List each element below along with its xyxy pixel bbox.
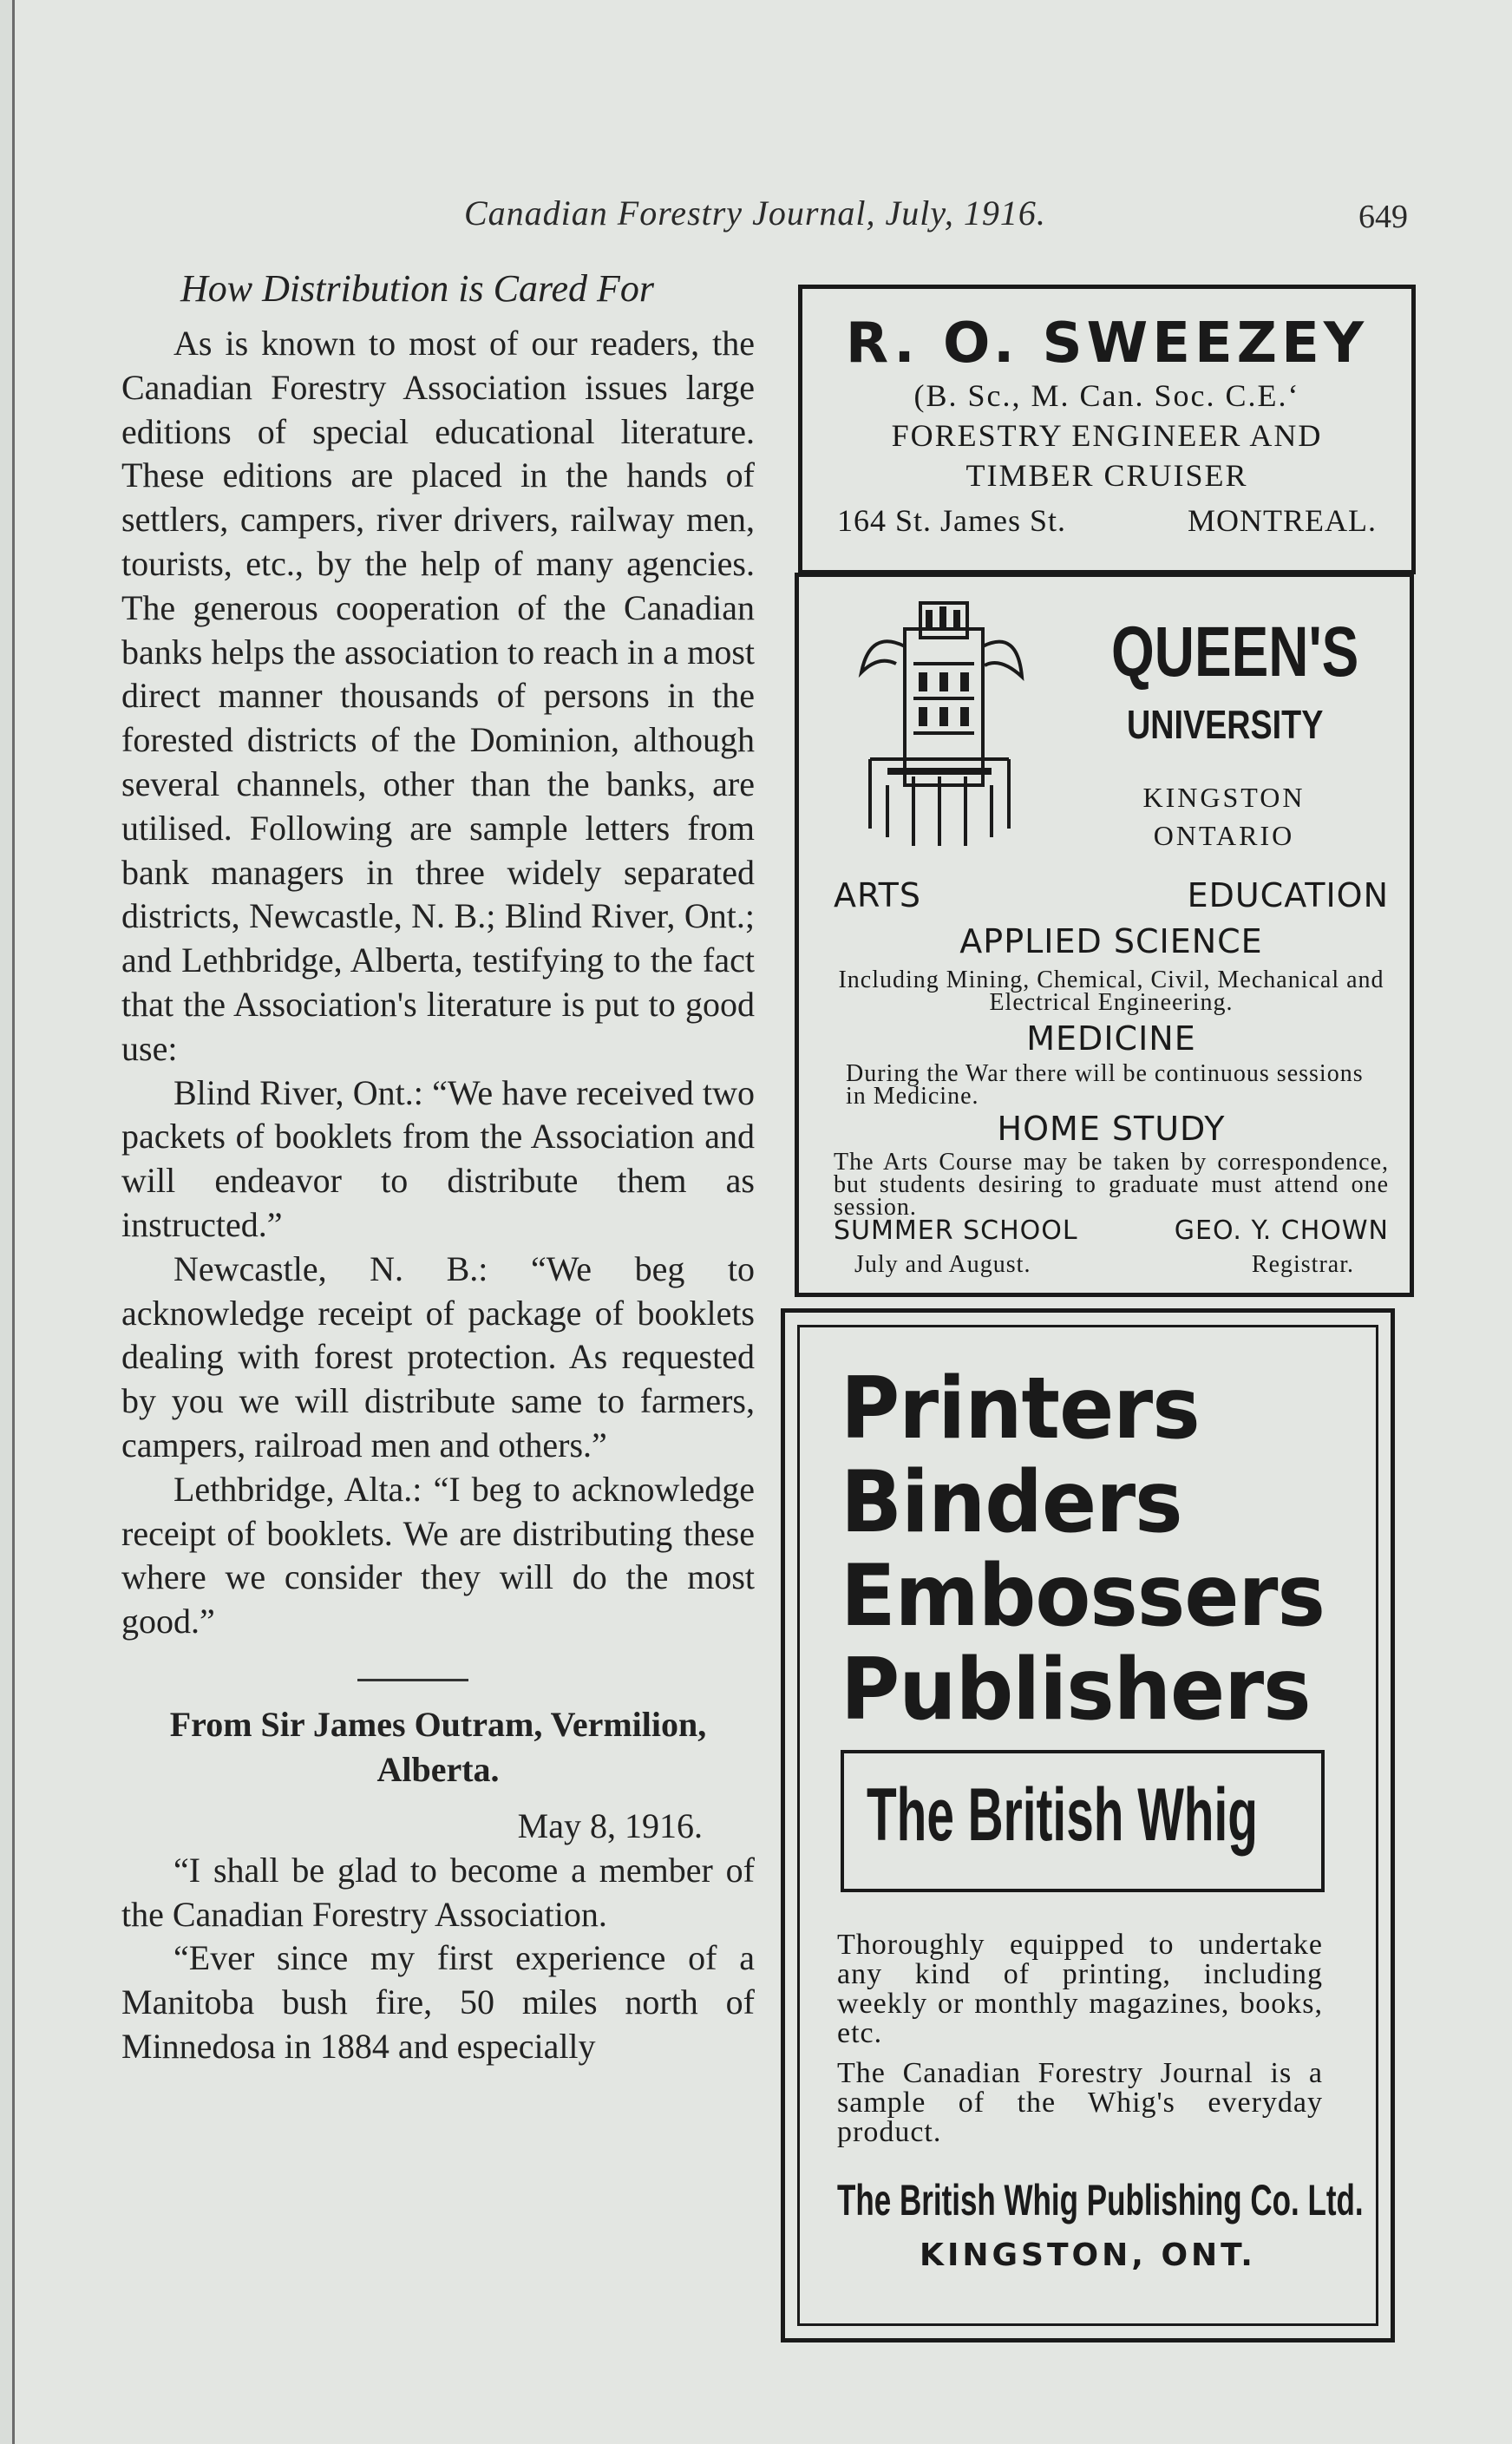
headline-embossers: Embossers [841,1547,1325,1646]
faculties-row [834,876,1389,914]
sweezey-advertisement [798,285,1416,574]
university-building-illustration [853,594,1026,855]
sweezey-street: 164 St. James St. [837,503,1067,538]
summer-school: SUMMER SCHOOL [834,1215,1078,1246]
faculty-medicine: MEDICINE [1026,1019,1196,1058]
medicine-note: During the War there will be continuous sessions in Medicine. [846,1060,1364,1110]
faculty-arts: ARTS [834,876,921,914]
headline-binders: Binders [841,1453,1182,1552]
brand-name: The British Whig [867,1773,1258,1857]
sweezey-title-line-1: FORESTRY ENGINEER AND [891,418,1323,453]
headline-printers: Printers [841,1360,1200,1458]
queens-city: KINGSTON [1142,782,1306,813]
faculty-education: EDUCATION [1187,876,1389,914]
sweezey-title-line-2: TIMBER CRUISER [965,458,1248,493]
registrar-name: GEO. Y. CHOWN [1174,1215,1389,1246]
summer-school-details [834,1251,1389,1278]
binding-edge [12,0,15,2444]
queens-title: QUEEN'S [1111,613,1359,691]
queens-subtitle: UNIVERSITY [1127,702,1324,747]
letter-heading: From Sir James Outram, Vermilion, Alberta. [169,1704,707,1789]
page-header [0,193,1512,245]
article-paragraph: Lethbridge, Alta.: “I beg to acknowledge receipt of booklets. We are distributing these where we consider they will do the most good.” [121,1469,755,1641]
letter-paragraph: “Ever since my first experience of a Manitoba bush fire, 50 miles north of Minnedosa in 1884 and especially [121,1938,755,2066]
sweezey-city: MONTREAL. [1188,503,1377,538]
company-city: KINGSTON, ONT. [920,2238,1256,2273]
article-paragraph: As is known to most of our readers, the Canadian Forestry Association issues large editions of special educational literature. These editions are placed in the hands of settlers, campers, river drivers, railway men, tourists, etc., by the help of many agencies. The generous cooperation of the Canadian banks helps the association to reach in a most direct manner thousands of persons in the forested districts of the Dominion, although several channels, other than the banks, are utilised. Following are sample letters from bank managers in three widely separated districts, Newcastle, N. B.; Blind River, Ont.; and Lethbridge, Alberta, testifying to the fact that the Association's literature is put to good use: [121,324,755,1068]
article-paragraph: Newcastle, N. B.: “We beg to acknowledge receipt of package of booklets dealing with forest protection. As requested by you we will distribute same to farmers, campers, railroad men and others.” [121,1248,755,1464]
british-whig-advertisement [781,1308,1395,2342]
home-study: HOME STUDY [997,1110,1226,1148]
brand-box [841,1750,1325,1892]
sweezey-credentials: (B. Sc., M. Can. Soc. C.E.‘ [913,378,1300,413]
queens-university-advertisement [795,573,1414,1297]
headline-publishers: Publishers [841,1641,1311,1740]
sweezey-address-row [802,502,1411,539]
section-divider [357,1679,468,1681]
summer-school-row [834,1215,1389,1246]
summer-dates: July and August. [854,1251,1031,1278]
faculty-applied-science: APPLIED SCIENCE [959,922,1263,960]
company-name: The British Whig Publishing Co. Ltd. [837,2176,1364,2224]
letter-paragraph: “I shall be glad to become a member of the Canadian Forestry Association. [121,1850,755,1934]
ad-sample-note: The Canadian Forestry Journal is a sample of the Whig's everyday product. [837,2057,1323,2148]
queens-province: ONTARIO [1153,820,1295,851]
ad-description: Thoroughly equipped to undertake any kind of printing, including weekly or monthly magazines, books, etc. [837,1929,1323,2049]
home-study-note: The Arts Course may be taken by correspondence, but students desiring to graduate must attend one session. [834,1149,1389,1221]
sweezey-name: R. O. SWEEZEY [845,311,1369,376]
letter-date: May 8, 1916. [517,1805,703,1845]
queens-location [1059,778,1389,855]
article-paragraph: Blind River, Ont.: “We have received two packets of booklets from the Association and will endeavor to distribute them as instructed.” [121,1072,755,1244]
article-column [121,265,755,2069]
applied-science-note: Including Mining, Chemical, Civil, Mechanical and Electrical Engineering. [838,966,1384,1016]
running-title: Canadian Forestry Journal, July, 1916. [464,193,1046,233]
registrar-title: Registrar. [1251,1251,1354,1278]
page-number: 649 [1358,199,1408,235]
article-heading: How Distribution is Cared For [180,267,654,310]
